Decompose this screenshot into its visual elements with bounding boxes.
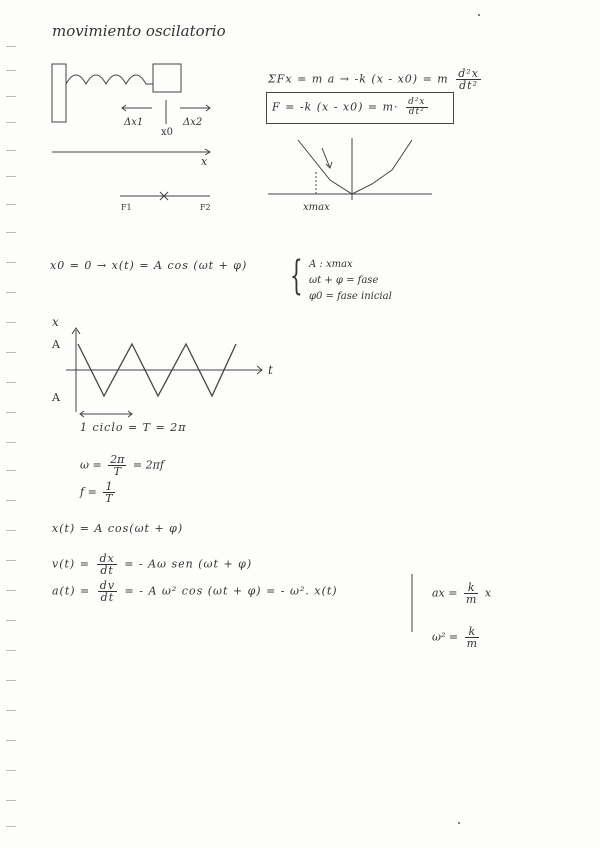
graph-bottom-label: A — [52, 391, 60, 404]
acceleration-equation — [52, 580, 338, 603]
ax-fraction — [464, 582, 478, 605]
wall-block — [52, 64, 66, 122]
freq-fraction — [103, 481, 114, 504]
cycle-label: 1 ciclo = T = 2π — [80, 421, 187, 434]
omega-den: T — [113, 465, 121, 478]
brace-item-amplitude: A : xmax — [309, 259, 353, 270]
omega-fraction — [108, 454, 126, 477]
w2-num: k — [465, 626, 479, 638]
velocity-fraction — [97, 553, 116, 576]
w2-fraction — [465, 626, 479, 649]
ax-num: k — [464, 582, 478, 594]
brace-item-initial-phase: φ0 = fase inicial — [309, 291, 392, 302]
omega-rhs: = 2πf — [132, 458, 164, 472]
force-fraction-num: d²x — [458, 67, 479, 80]
boxed-equation — [272, 98, 431, 117]
velocity-rhs: = - Aω sen (ωt + φ) — [124, 557, 253, 571]
freq-num: 1 — [103, 481, 114, 493]
acceleration-fraction — [98, 580, 117, 603]
potential-curve — [298, 140, 412, 194]
boxed-fraction-den: dt² — [408, 107, 425, 117]
ax-den: m — [465, 593, 477, 606]
frequency-equation — [80, 481, 118, 504]
spring-coil — [66, 75, 153, 84]
dx1-label: Δx1 — [124, 117, 144, 128]
velocity-num: dx — [99, 552, 115, 565]
force-fraction-den: dt² — [459, 79, 479, 92]
ax-equation — [432, 582, 491, 605]
position-equation: x0 = 0 → x(t) = A cos (ωt + φ) — [50, 259, 248, 272]
f1-label: F1 — [121, 203, 132, 212]
boxed-equation-text: F = -k (x - x0) = m· — [272, 100, 399, 114]
acceleration-num: dv — [99, 579, 116, 592]
freq-den: T — [105, 492, 113, 505]
omega-equation — [80, 454, 164, 477]
curve-arrow — [322, 148, 332, 168]
acceleration-den: dt — [100, 591, 115, 604]
x-of-t-equation: x(t) = A cos(ωt + φ) — [52, 522, 184, 535]
brace-item-phase: ωt + φ = fase — [309, 275, 379, 286]
boxed-fraction — [406, 98, 427, 117]
freq-lhs: f = — [80, 485, 97, 499]
graph-t-label: t — [268, 363, 273, 377]
dx2-label: Δx2 — [183, 117, 203, 128]
velocity-den: dt — [100, 564, 114, 577]
velocity-equation — [52, 553, 252, 576]
brace-symbol: { — [290, 253, 303, 299]
omega-squared-equation — [432, 626, 482, 649]
graph-y-label: x — [52, 315, 59, 329]
page-title: movimiento oscilatorio — [52, 22, 226, 40]
force-fraction — [456, 68, 481, 91]
force-equation — [268, 68, 484, 91]
xmax-label: xmax — [303, 202, 330, 213]
graph-top-label: A — [52, 338, 60, 351]
ax-lhs: ax = — [432, 586, 458, 600]
ax-rhs: x — [484, 586, 492, 600]
mass-block — [153, 64, 181, 92]
w2-den: m — [466, 637, 478, 650]
w2-lhs: ω² = — [432, 630, 459, 644]
f2-label: F2 — [200, 203, 211, 212]
acceleration-rhs: = - A ω² cos (ωt + φ) = - ω². x(t) — [124, 584, 338, 598]
velocity-lhs: v(t) = — [52, 557, 90, 571]
boxed-fraction-num: d²x — [408, 97, 426, 107]
acceleration-lhs: a(t) = — [52, 584, 91, 598]
omega-lhs: ω = — [80, 458, 102, 472]
x0-label: x0 — [161, 127, 174, 138]
force-equation-text: ΣFx = m a → -k (x - x0) = m — [268, 72, 449, 86]
x-axis-label: x — [201, 155, 208, 168]
omega-num: 2π — [110, 453, 125, 466]
